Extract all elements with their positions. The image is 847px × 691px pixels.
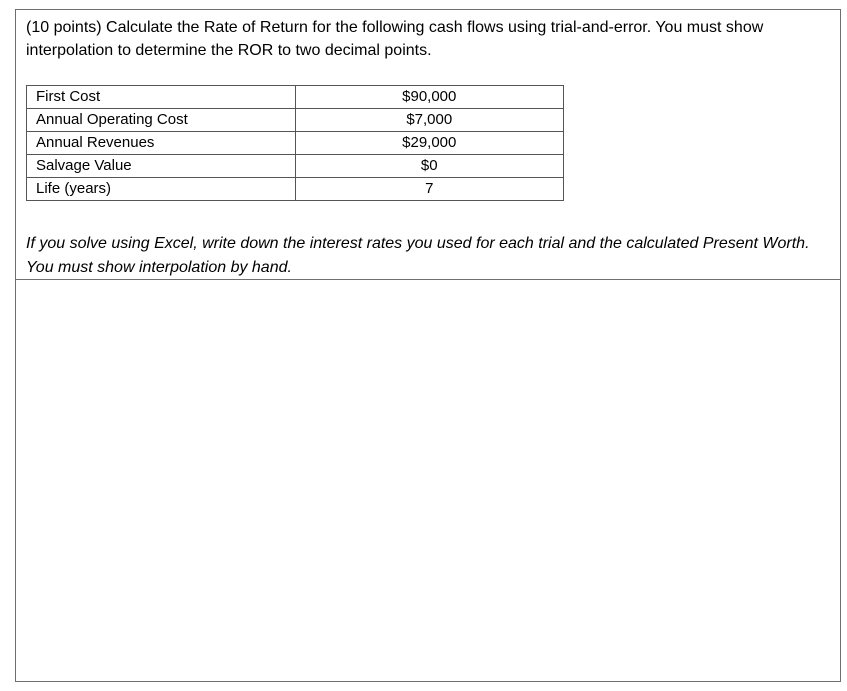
problem-statement-section [16, 10, 840, 280]
row-label: Salvage Value [27, 155, 296, 178]
row-value: 7 [295, 178, 563, 201]
row-value: $0 [295, 155, 563, 178]
problem-box [15, 9, 841, 682]
row-value: $90,000 [295, 86, 563, 109]
row-value: $29,000 [295, 132, 563, 155]
table-row [27, 155, 564, 178]
row-label: Life (years) [27, 178, 296, 201]
cash-flow-table [26, 85, 564, 201]
table-row [27, 132, 564, 155]
row-value: $7,000 [295, 109, 563, 132]
answer-area[interactable] [16, 280, 840, 681]
row-label: First Cost [27, 86, 296, 109]
instruction-note: If you solve using Excel, write down the interest rates you used for each trial and the calculated Present Worth. You must show interpolation by hand. [26, 235, 810, 276]
row-label: Annual Operating Cost [27, 109, 296, 132]
question-text: (10 points) Calculate the Rate of Return for the following cash flows using trial-and-error. You must show interpolation to determine the ROR to two decimal points. [26, 19, 764, 59]
table-row [27, 178, 564, 201]
table-row [27, 86, 564, 109]
table-row [27, 109, 564, 132]
row-label: Annual Revenues [27, 132, 296, 155]
